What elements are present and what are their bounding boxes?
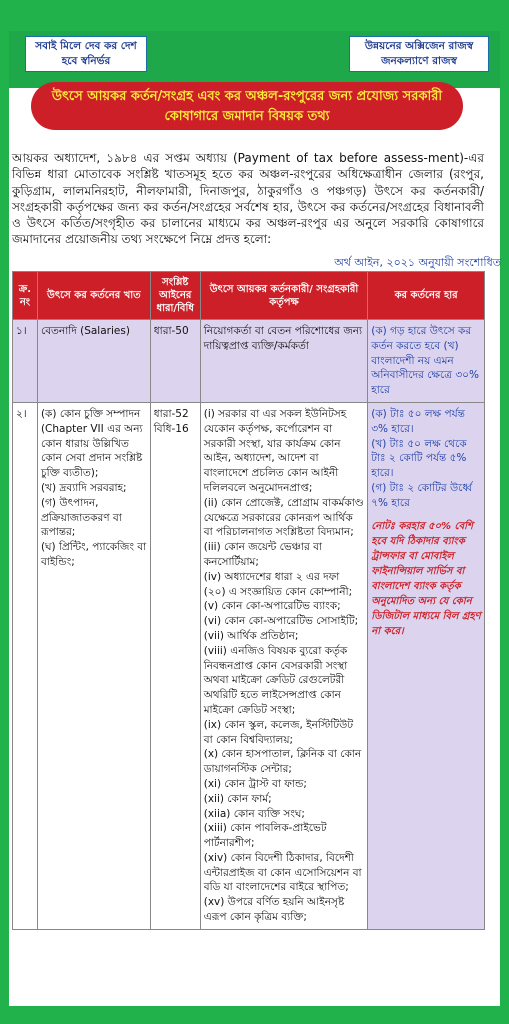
cell-sector (37, 402, 150, 929)
list-item: (ক) কোন চুক্তি সম্পাদন (Chapter VII এর অন্য কোন ধারায় উল্লিখিত কোন সেবা প্রদান সংশ্লিষ্ট চুক্তি ব্যতীত); (40, 407, 143, 480)
cell-rate (368, 402, 485, 929)
cell-sl: ১। (13, 320, 38, 403)
tax-table (12, 271, 485, 930)
list-item: (ক) টাঃ ৫০ লক্ষ পর্যন্ত ৩% হারে। (371, 407, 465, 435)
list-item: (ঘ) প্রিন্টিং, প্যাকেজিং বা বাইন্ডিং; (40, 541, 147, 568)
list-item: (খ) দ্রব্যাদি সরবরাহ; (40, 481, 127, 494)
cell-section: ধারা-50 (150, 320, 200, 403)
table-row (13, 320, 485, 403)
header-section: সংশ্লিষ্ট আইনের ধারা/বিধি (150, 272, 200, 320)
intro-paragraph: আয়কর অধ্যাদেশ, ১৯৮৪ এর সপ্তম অধ্যায় (Payment of tax before assess-ment)-এর বিভিন্ন ধারা মোতাবেক সংশ্লিষ্ট খাতসমূহ হতে কর অঞ্চল-রংপুরের অধিক্ষেত্রাধীন জেলার (রংপুর, কুড়িগ্রাম, লালমনিরহাট, নীলফামারী, দিনাজপুর, ঠাকুরগাঁও ও পঞ্চগড়) উৎসে কর কর্তনকারী/সংগ্রহকারী কর্তৃপক্ষের জন্য কর কর্তন/সংগ্রহের সর্বশেষ হার, উৎসে কর কর্তনের/সংগ্রহের বিধানাবলী ও উৎসে কর্তিত/সংগৃহীত কর চালানের মাধ্যমে কর অঞ্চল-রংপুর এর অনুলে সরকারি কোষাগারে জমাদানের প্রয়োজনীয় তথ্য সংক্ষেপে নিম্নে প্রদত্ত হলো: (12, 151, 484, 247)
table-row (13, 402, 485, 929)
list-item: (xii) কোন ফার্ম; (203, 792, 272, 805)
list-item: (i) সরকার বা এর সকল ইউনিটসহ যেকোন কর্তৃপক্ষ, কর্পোরেশন বা সরকারী সংস্থা, যার কার্যক্রম কোন আইন, অধ্যাদেশ, আদেশ বা বাংলাদেশে প্রচলিত কোন আইনী দলিলবলে অনুমোদনপ্রাপ্ত; (203, 407, 347, 494)
list-item: (vi) কোন কো-অপারেটিভ সোসাইটি; (203, 615, 359, 628)
list-item: (xiv) কোন বিদেশী ঠিকাদার, বিদেশী এন্টারপ্রাইজ বা কোন এসোসিয়েশন বা বডি যা বাংলাদেশের বাইরে স্থাপিত; (203, 851, 362, 894)
slogan-left: সবাই মিলে দেব কর দেশ হবে স্বনির্ভর (25, 36, 147, 72)
amendment-note: অর্থ আইন, ২০২১ অনুযায়ী সংশোধিত (334, 256, 501, 269)
list-item: (v) কোন কো-অপারেটিভ ব্যাংক; (203, 600, 341, 613)
header-band (9, 31, 500, 88)
slogan-right: উন্নয়নের অক্সিজেন রাজস্ব জনকল্যাণে রাজস্ব (349, 36, 489, 72)
header-sl: ক্র. নং (13, 272, 38, 320)
list-item: (xi) কোন ট্রাস্ট বা ফান্ড; (203, 777, 307, 790)
header-sector: উৎসে কর কর্তনের খাত (37, 272, 150, 320)
cell-authority: নিয়োগকর্তা বা বেতন পরিশোধের জন্য দায়িত্বপ্রাপ্ত ব্যক্তি/কর্মকর্তা (200, 320, 368, 403)
cell-sector: বেতনাদি (Salaries) (37, 320, 150, 403)
cell-section: ধারা-52 বিধি-16 (150, 402, 200, 929)
cell-rate: (ক) গড় হারে উৎসে কর কর্তন করতে হবে (খ) বাংলাদেশী নয় এমন অনিবাসীদের ক্ষেত্রে ৩০% হারে (368, 320, 485, 403)
cell-authority (200, 402, 368, 929)
table-header-row (13, 272, 485, 320)
list-item: (viii) এনজিও বিষয়ক ব্যুরো কর্তৃক নিবন্ধনপ্রাপ্ত কোন বেসরকারী সংস্থা অথবা মাইক্রো ক্রেডিট রেগুলেটরী অথরিটি হতে লাইসেন্সপ্রাপ্ত কোন মাইক্রো ক্রেডিট সংস্থা; (203, 644, 348, 716)
rate-note: নোটঃ করহার ৫০% বেশি হবে যদি ঠিকাদার ব্যাংক ট্রান্সফার বা মোবাইল ফাইনান্সিয়াল সার্ভিস বা বাংলাদেশ ব্যাংক কর্তৃক অনুমোদিত অন্য যে কোন ডিজিটাল মাধ্যমে বিল গ্রহণ না করে। (371, 520, 481, 637)
list-item: (vii) আর্থিক প্রতিষ্ঠান; (203, 629, 299, 642)
list-item: (iv) অধ্যাদেশের ধারা ২ এর দফা (২০) এ সংজ্ঞায়িত কোন কোম্পানী; (203, 570, 353, 598)
list-item: (xv) উপরে বর্ণিত হয়নি আইনসৃষ্ট এরূপ কোন কৃত্রিম ব্যক্তি; (203, 896, 345, 924)
list-item: (ix) কোন স্কুল, কলেজ, ইনস্টিটিউট বা কোন বিশ্ববিদ্যালয়; (203, 718, 354, 746)
list-item: (ii) কোন প্রোজেক্ট, প্রোগ্রাম বাকর্মকাণ্ড যেক্ষেত্রে সরকারের কোনরূপ আর্থিক বা পরিচালনাগত সংশ্লিষ্টতা বিদ্যমান; (203, 496, 364, 539)
header-authority: উৎসে আয়কর কর্তনকারী/ সংগ্রহকারী কর্তৃপক্ষ (200, 272, 368, 320)
list-item: (x) কোন হাসপাতাল, ক্লিনিক বা কোন ডায়াগনস্টিক সেন্টার; (203, 748, 362, 776)
list-item: (xiia) কোন ব্যক্তি সংঘ; (203, 807, 305, 820)
header-rate: কর কর্তনের হার (368, 272, 485, 320)
list-item: (গ) উৎপাদন, প্রক্রিয়াজাতকরণ বা রূপান্তর; (40, 496, 122, 539)
list-item: (গ) টাঃ ২ কোটির উর্ধ্বে ৭% হারে (371, 481, 473, 509)
cell-sl: ২। (13, 402, 38, 929)
list-item: (xiii) কোন পাবলিক-প্রাইভেট পার্টনারশীপ; (203, 822, 327, 850)
list-item: (খ) টাঃ ৫০ লক্ষ থেকে টাঃ ২ কোটি পর্যন্ত ৫% হারে। (371, 437, 467, 480)
page-title: উৎসে আয়কর কর্তন/সংগ্রহ এবং কর অঞ্চল-রংপুরের জন্য প্রযোজ্য সরকারী কোষাগারে জমাদান বিষয়ক তথ্য (31, 82, 463, 130)
list-item: (iii) কোন জয়েন্ট ভেঞ্চার বা কনসোর্টিয়াম; (203, 541, 322, 568)
